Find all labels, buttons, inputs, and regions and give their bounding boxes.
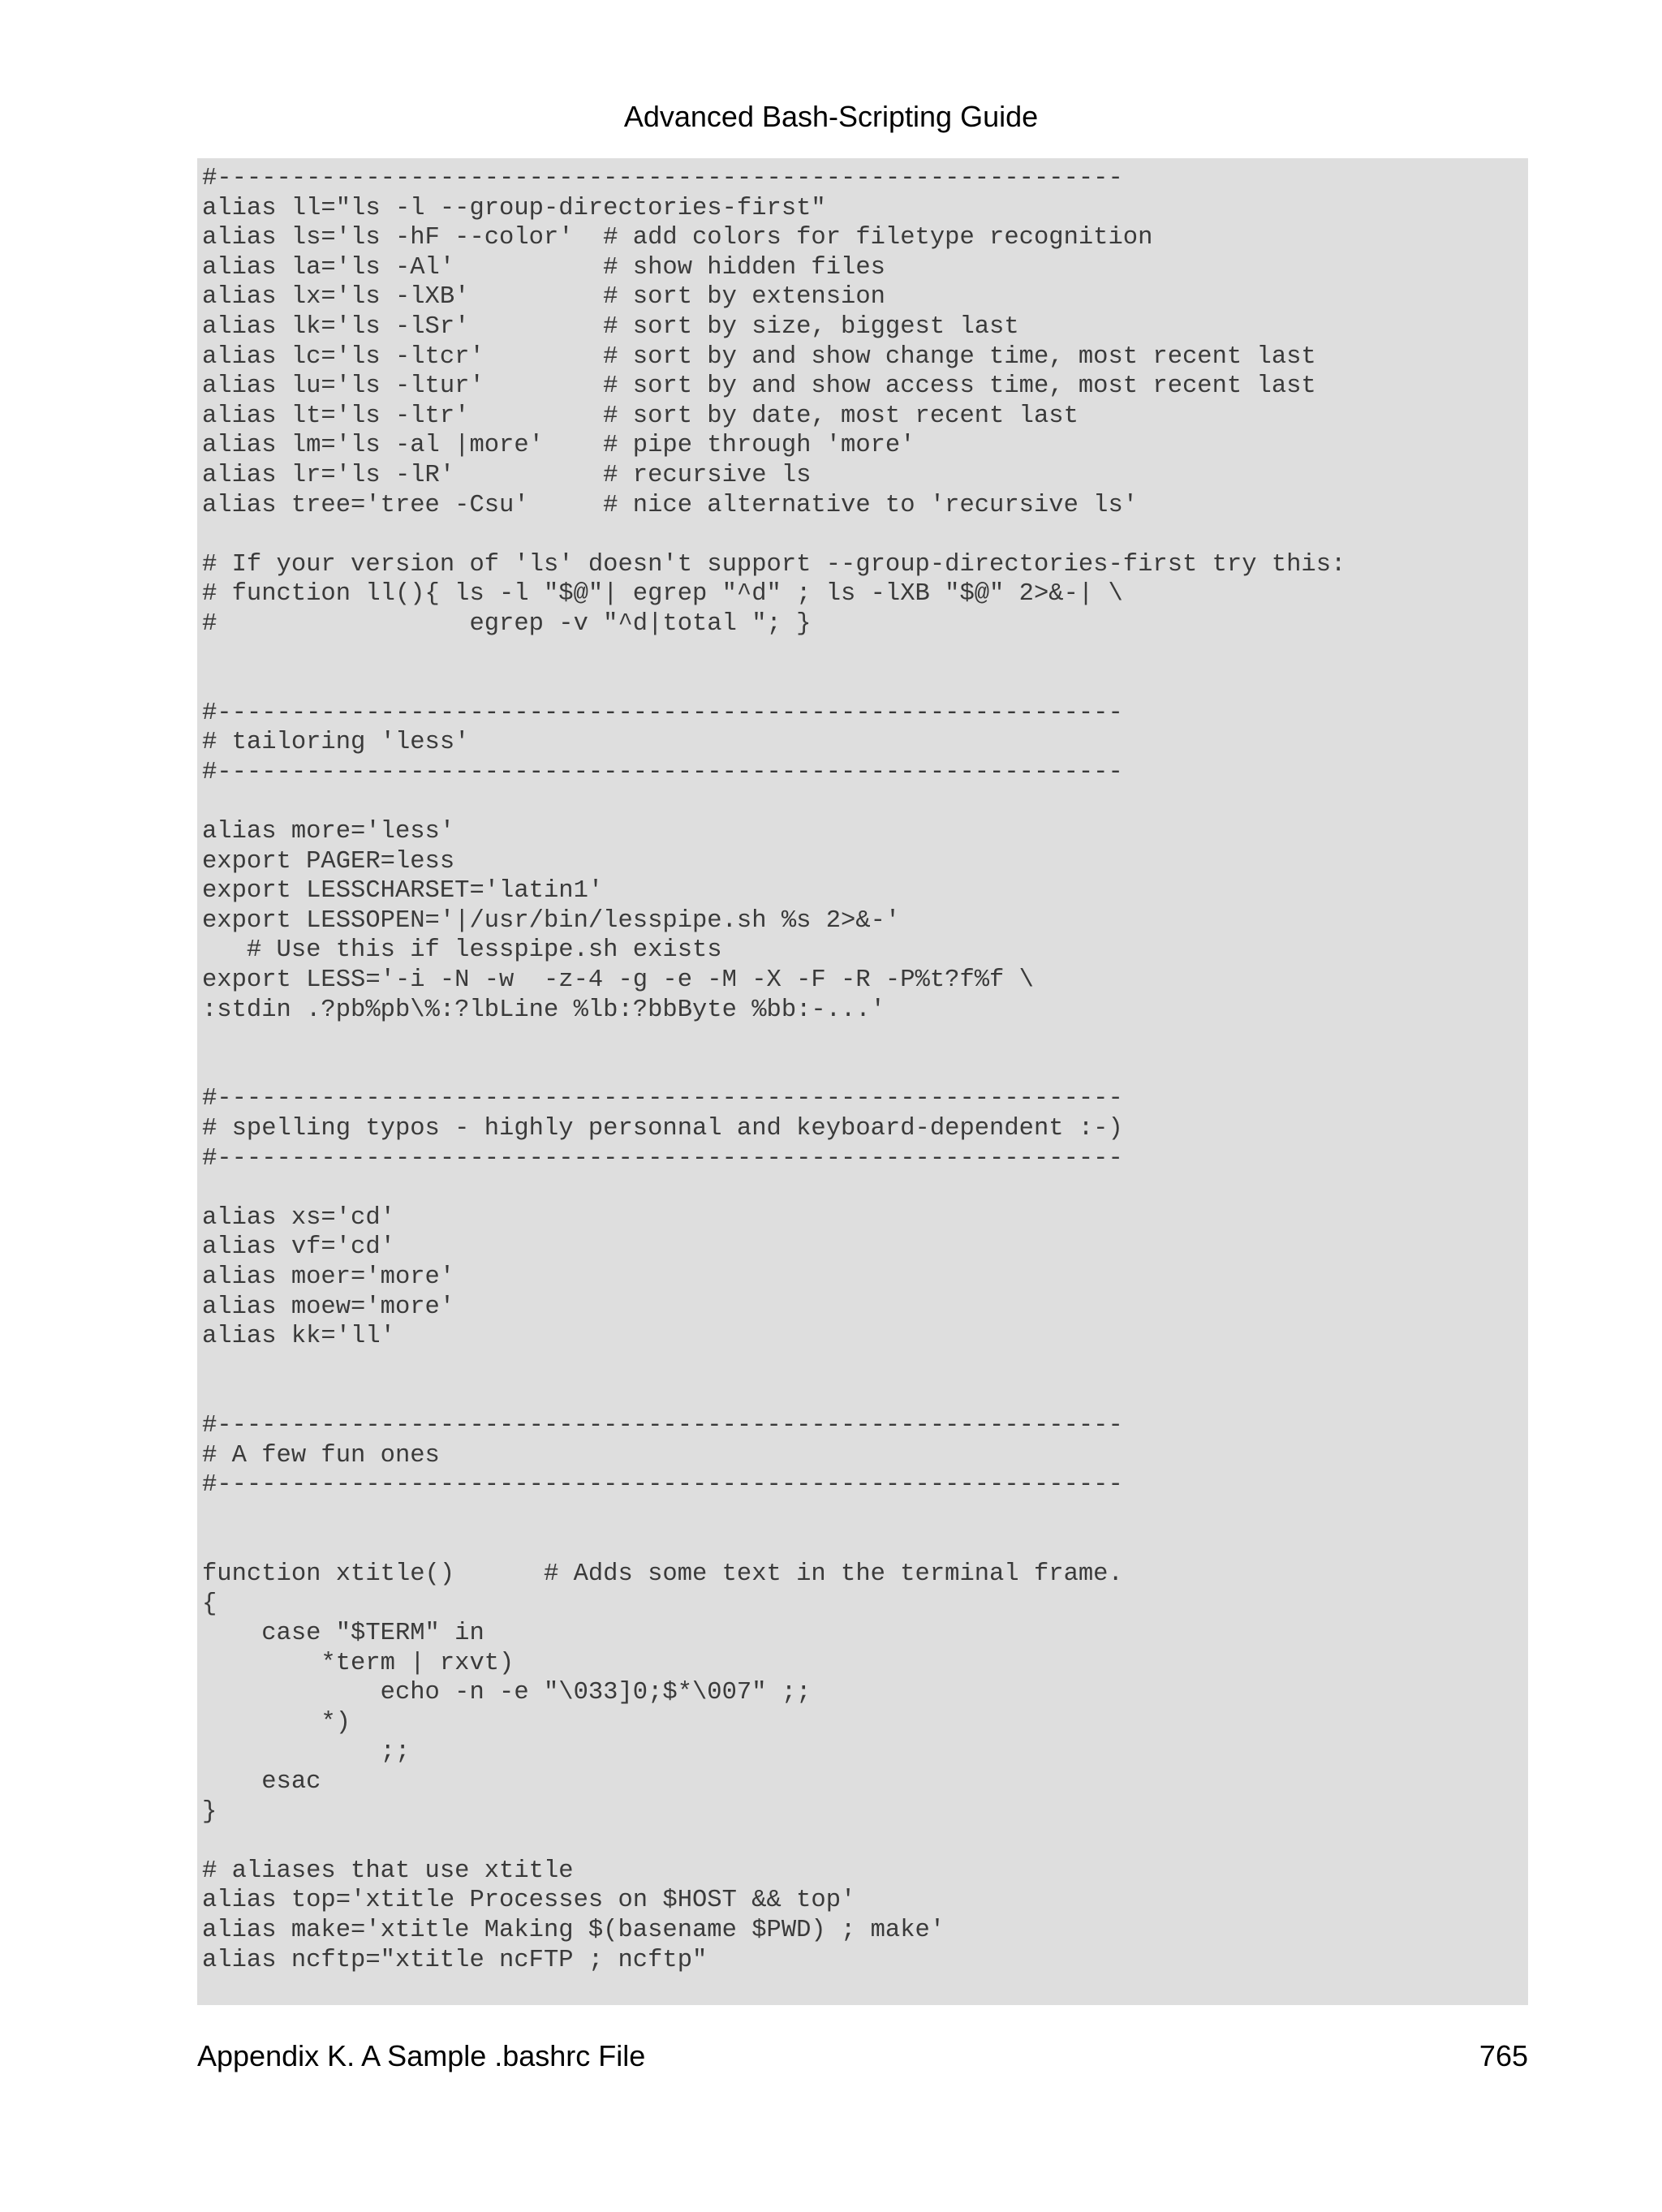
code-line: echo -n -e "\033]0;$*\007" ;; [202, 1679, 812, 1707]
code-line: #------------------------------------------------------------- [202, 165, 1123, 192]
code-line: } [202, 1797, 217, 1826]
code-line: *) [202, 1708, 351, 1736]
code-line: alias moer='more' [202, 1263, 455, 1291]
code-line: alias make='xtitle Making $(basename $PWD) ; make' [202, 1917, 945, 1945]
code-line: #------------------------------------------------------------- [202, 699, 1123, 727]
code-line: # tailoring 'less' [202, 729, 470, 757]
code-line [202, 1352, 1528, 1382]
code-line: # A few fun ones [202, 1441, 440, 1470]
code-line: ;; [202, 1738, 411, 1767]
code-line: alias ls='ls -hF --color' # add colors for filetype recognition [202, 224, 1153, 252]
code-line [202, 520, 1528, 550]
code-line [202, 1530, 1528, 1560]
code-line [202, 639, 1528, 669]
code-line: alias ncftp="xtitle ncFTP ; ncftp" [202, 1946, 708, 1974]
code-line: :stdin .?pb%pb\%:?lbLine %lb:?bbByte %bb:-...' [202, 996, 885, 1024]
code-line: # spelling typos - highly personnal and keyboard-dependent :-) [202, 1115, 1123, 1143]
code-line: { [202, 1590, 217, 1618]
code-line: alias lc='ls -ltcr' # sort by and show change time, most recent last [202, 342, 1316, 371]
code-line: alias kk='ll' [202, 1323, 395, 1351]
code-line [202, 787, 1528, 817]
code-line [202, 1173, 1528, 1203]
code-line: alias vf='cd' [202, 1233, 395, 1262]
code-line [202, 1025, 1528, 1055]
code-line: # If your version of 'ls' doesn't support --group-directories-first try this: [202, 550, 1346, 579]
code-line: esac [202, 1768, 321, 1797]
code-line: #------------------------------------------------------------- [202, 1411, 1123, 1440]
code-line: alias lm='ls -al |more' # pipe through 'more' [202, 432, 915, 460]
code-line: alias lk='ls -lSr' # sort by size, biggest last [202, 312, 1019, 341]
code-line: case "$TERM" in [202, 1620, 484, 1648]
code-line: # function ll(){ ls -l "$@"| egrep "^d" ; ls -lXB "$@" 2>&-| \ [202, 580, 1123, 609]
code-line: alias more='less' [202, 818, 455, 846]
code-line: export LESSCHARSET='latin1' [202, 877, 604, 906]
code-line: alias moew='more' [202, 1293, 455, 1321]
code-line [202, 1381, 1528, 1411]
code-line: #------------------------------------------------------------- [202, 1144, 1123, 1173]
code-line: alias lr='ls -lR' # recursive ls [202, 461, 812, 489]
code-line: # aliases that use xtitle [202, 1857, 574, 1885]
page-header-title: Advanced Bash-Scripting Guide [623, 100, 1039, 133]
code-line: alias lt='ls -ltr' # sort by date, most recent last [202, 402, 1079, 430]
code-line: # Use this if lesspipe.sh exists [202, 936, 722, 965]
code-line: alias xs='cd' [202, 1203, 395, 1232]
code-listing [197, 158, 1528, 2005]
code-line: alias lx='ls -lXB' # sort by extension [202, 283, 885, 312]
code-line: alias top='xtitle Processes on $HOST && top' [202, 1887, 856, 1915]
code-line: # egrep -v "^d|total "; } [202, 609, 812, 638]
code-line: alias la='ls -Al' # show hidden files [202, 253, 885, 282]
code-line [202, 1827, 1528, 1857]
code-line: function xtitle() # Adds some text in the terminal frame. [202, 1560, 1123, 1588]
code-line: alias ll="ls -l --group-directories-first" [202, 194, 826, 222]
code-line [202, 1055, 1528, 1085]
code-line: #------------------------------------------------------------- [202, 758, 1123, 786]
footer-chapter-title: Appendix K. A Sample .bashrc File [197, 2039, 646, 2072]
footer-page-number: 765 [1479, 2039, 1528, 2072]
code-line: alias lu='ls -ltur' # sort by and show access time, most recent last [202, 372, 1316, 401]
code-line: #------------------------------------------------------------- [202, 1085, 1123, 1113]
code-line: alias tree='tree -Csu' # nice alternative to 'recursive ls' [202, 491, 1139, 519]
code-line: export PAGER=less [202, 847, 455, 876]
code-line: #------------------------------------------------------------- [202, 1471, 1123, 1500]
page-footer [197, 2037, 1528, 2076]
code-line [202, 669, 1528, 699]
code-line [202, 1500, 1528, 1530]
code-line: *term | rxvt) [202, 1649, 515, 1677]
code-line: export LESS='-i -N -w -z-4 -g -e -M -X -F -R -P%t?f%f \ [202, 966, 1034, 995]
code-line: export LESSOPEN='|/usr/bin/lesspipe.sh %s 2>&-' [202, 906, 901, 935]
